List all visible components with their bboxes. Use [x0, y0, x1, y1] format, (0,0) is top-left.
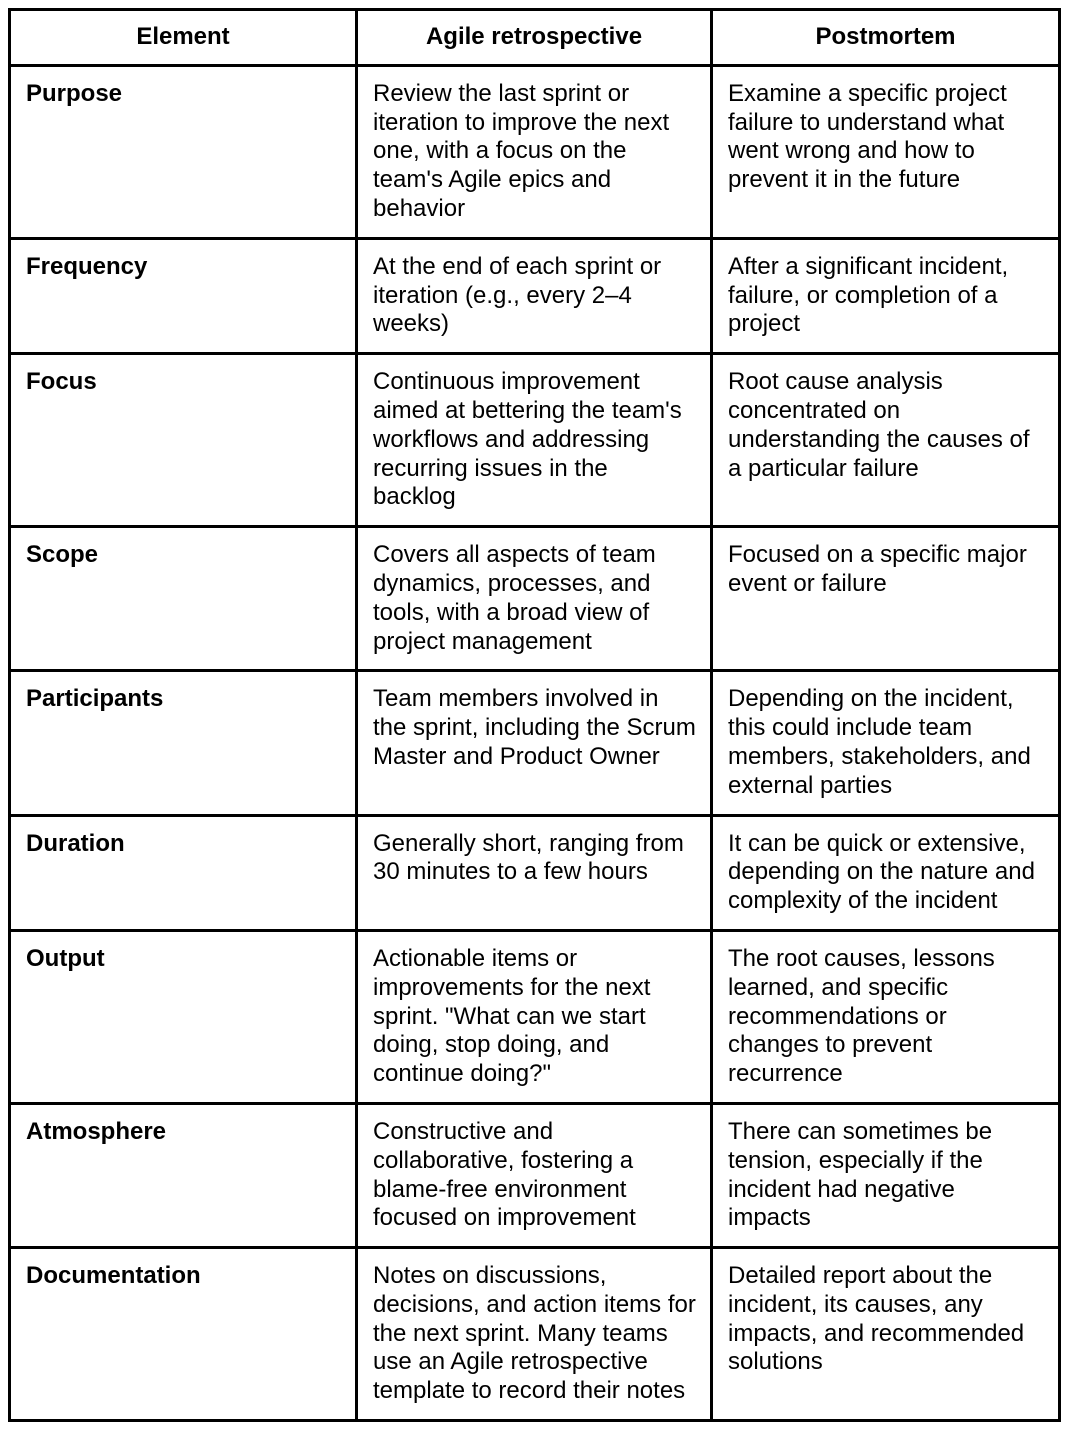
- cell-focus-agile: Continuous improvement aimed at bettering the team's workflows and addressing recurring issues in the backlog: [357, 354, 712, 527]
- table-row-duration: [10, 815, 1060, 930]
- header-row: [10, 10, 1060, 66]
- table-row-purpose: [10, 65, 1060, 238]
- table-row-output: [10, 930, 1060, 1103]
- row-label-purpose: Purpose: [10, 65, 357, 238]
- row-label-scope: Scope: [10, 527, 357, 671]
- row-label-documentation: Documentation: [10, 1248, 357, 1421]
- table-row-documentation: [10, 1248, 1060, 1421]
- column-header-element: Element: [10, 10, 357, 66]
- row-label-atmosphere: Atmosphere: [10, 1103, 357, 1247]
- row-label-duration: Duration: [10, 815, 357, 930]
- row-label-frequency: Frequency: [10, 238, 357, 353]
- cell-output-agile: Actionable items or improvements for the next sprint. "What can we start doing, stop doing, and continue doing?": [357, 930, 712, 1103]
- cell-participants-agile: Team members involved in the sprint, including the Scrum Master and Product Owner: [357, 671, 712, 815]
- cell-focus-postmortem: Root cause analysis concentrated on understanding the causes of a particular failure: [712, 354, 1060, 527]
- cell-scope-agile: Covers all aspects of team dynamics, processes, and tools, with a broad view of project management: [357, 527, 712, 671]
- comparison-table: [8, 8, 1061, 1422]
- cell-frequency-agile: At the end of each sprint or iteration (e.g., every 2–4 weeks): [357, 238, 712, 353]
- column-header-postmortem: Postmortem: [712, 10, 1060, 66]
- table-row-scope: [10, 527, 1060, 671]
- cell-duration-postmortem: It can be quick or extensive, depending on the nature and complexity of the incident: [712, 815, 1060, 930]
- cell-output-postmortem: The root causes, lessons learned, and specific recommendations or changes to prevent recurrence: [712, 930, 1060, 1103]
- row-label-focus: Focus: [10, 354, 357, 527]
- cell-documentation-postmortem: Detailed report about the incident, its causes, any impacts, and recommended solutions: [712, 1248, 1060, 1421]
- table-row-atmosphere: [10, 1103, 1060, 1247]
- cell-atmosphere-agile: Constructive and collaborative, fostering a blame-free environment focused on improvement: [357, 1103, 712, 1247]
- table-row-focus: [10, 354, 1060, 527]
- row-label-participants: Participants: [10, 671, 357, 815]
- cell-purpose-agile: Review the last sprint or iteration to improve the next one, with a focus on the team's Agile epics and behavior: [357, 65, 712, 238]
- cell-atmosphere-postmortem: There can sometimes be tension, especially if the incident had negative impacts: [712, 1103, 1060, 1247]
- cell-scope-postmortem: Focused on a specific major event or failure: [712, 527, 1060, 671]
- cell-frequency-postmortem: After a significant incident, failure, or completion of a project: [712, 238, 1060, 353]
- cell-participants-postmortem: Depending on the incident, this could include team members, stakeholders, and external parties: [712, 671, 1060, 815]
- column-header-agile-retrospective: Agile retrospective: [357, 10, 712, 66]
- cell-duration-agile: Generally short, ranging from 30 minutes to a few hours: [357, 815, 712, 930]
- table-row-frequency: [10, 238, 1060, 353]
- table-row-participants: [10, 671, 1060, 815]
- cell-purpose-postmortem: Examine a specific project failure to understand what went wrong and how to prevent it in the future: [712, 65, 1060, 238]
- row-label-output: Output: [10, 930, 357, 1103]
- cell-documentation-agile: Notes on discussions, decisions, and action items for the next sprint. Many teams use an Agile retrospective template to record their notes: [357, 1248, 712, 1421]
